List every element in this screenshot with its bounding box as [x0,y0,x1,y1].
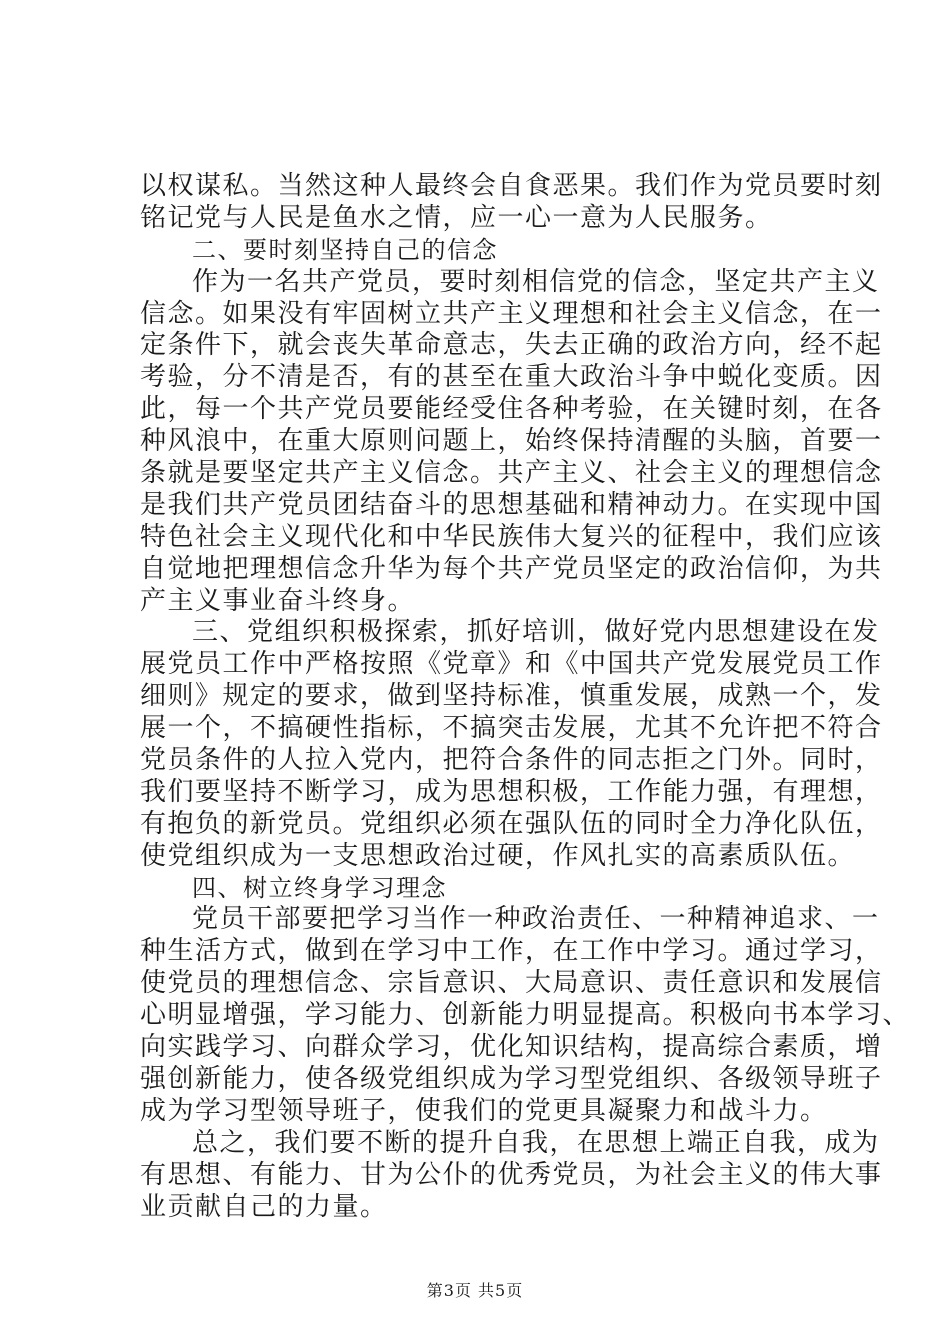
text-line: 展党员工作中严格按照《党章》和《中国共产党发展党员工作 [140,649,883,680]
text-line: 我们要坚持不断学习，成为思想积极，工作能力强，有理想， [140,776,883,807]
text-line: 有抱负的新党员。党组织必须在强队伍的同时全力净化队伍， [140,808,883,839]
text-line: 总之，我们要不断的提升自我，在思想上端正自我，成为 [192,1127,880,1158]
text-line: 心明显增强，学习能力、创新能力明显提高。积极向书本学习、 [140,1000,911,1031]
text-line: 自觉地把理想信念升华为每个共产党员坚定的政治信仰，为共 [140,553,883,584]
text-line: 作为一名共产党员，要时刻相信党的信念，坚定共产主义 [192,266,880,297]
text-line: 使党员的理想信念、宗旨意识、大局意识、责任意识和发展信 [140,968,883,999]
text-line: 种生活方式，做到在学习中工作，在工作中学习。通过学习， [140,936,883,967]
text-line: 向实践学习、向群众学习，优化知识结构，提高综合素质，增 [140,1032,883,1063]
text-line: 产主义事业奋斗终身。 [140,585,416,616]
text-line: 使党组织成为一支思想政治过硬，作风扎实的高素质队伍。 [140,840,856,871]
text-line: 铭记党与人民是鱼水之情，应一心一意为人民服务。 [140,202,773,233]
document-body [140,171,911,1223]
text-line: 此，每一个共产党员要能经受住各种考验，在关键时刻，在各 [140,394,883,425]
text-line: 定条件下，就会丧失革命意志，失去正确的政治方向，经不起 [140,330,883,361]
section-heading: 四、树立终身学习理念 [192,873,447,902]
text-line: 是我们共产党员团结奋斗的思想基础和精神动力。在实现中国 [140,489,883,520]
text-line: 以权谋私。当然这种人最终会自食恶果。我们作为党员要时刻 [140,171,883,201]
text-line: 考验，分不清是否，有的甚至在重大政治斗争中蜕化变质。因 [140,362,883,393]
text-line: 信念。如果没有牢固树立共产主义理想和社会主义信念，在一 [140,298,883,329]
text-line: 种风浪中，在重大原则问题上，始终保持清醒的头脑，首要一 [140,426,883,457]
section-heading: 二、要时刻坚持自己的信念 [192,235,498,264]
text-line: 党员干部要把学习当作一种政治责任、一种精神追求、一 [192,904,880,935]
text-line: 成为学习型领导班子，使我们的党更具凝聚力和战斗力。 [140,1095,828,1126]
text-line: 展一个，不搞硬性指标，不搞突击发展，尤其不允许把不符合 [140,713,883,744]
text-line: 有思想、有能力、甘为公仆的优秀党员，为社会主义的伟大事 [140,1159,883,1190]
text-line: 业贡献自己的力量。 [140,1191,388,1222]
page-footer: 第3页 共5页 [426,1281,524,1300]
text-line: 强创新能力，使各级党组织成为学习型党组织、各级领导班子 [140,1063,883,1094]
text-line: 条就是要坚定共产主义信念。共产主义、社会主义的理想信念 [140,458,883,489]
text-line: 细则》规定的要求，做到坚持标准，慎重发展，成熟一个，发 [140,681,883,712]
text-line: 特色社会主义现代化和中华民族伟大复兴的征程中，我们应该 [140,521,883,552]
text-line: 三、党组织积极探索，抓好培训，做好党内思想建设在发 [192,617,880,648]
text-line: 党员条件的人拉入党内，把符合条件的同志拒之门外。同时， [140,745,883,776]
